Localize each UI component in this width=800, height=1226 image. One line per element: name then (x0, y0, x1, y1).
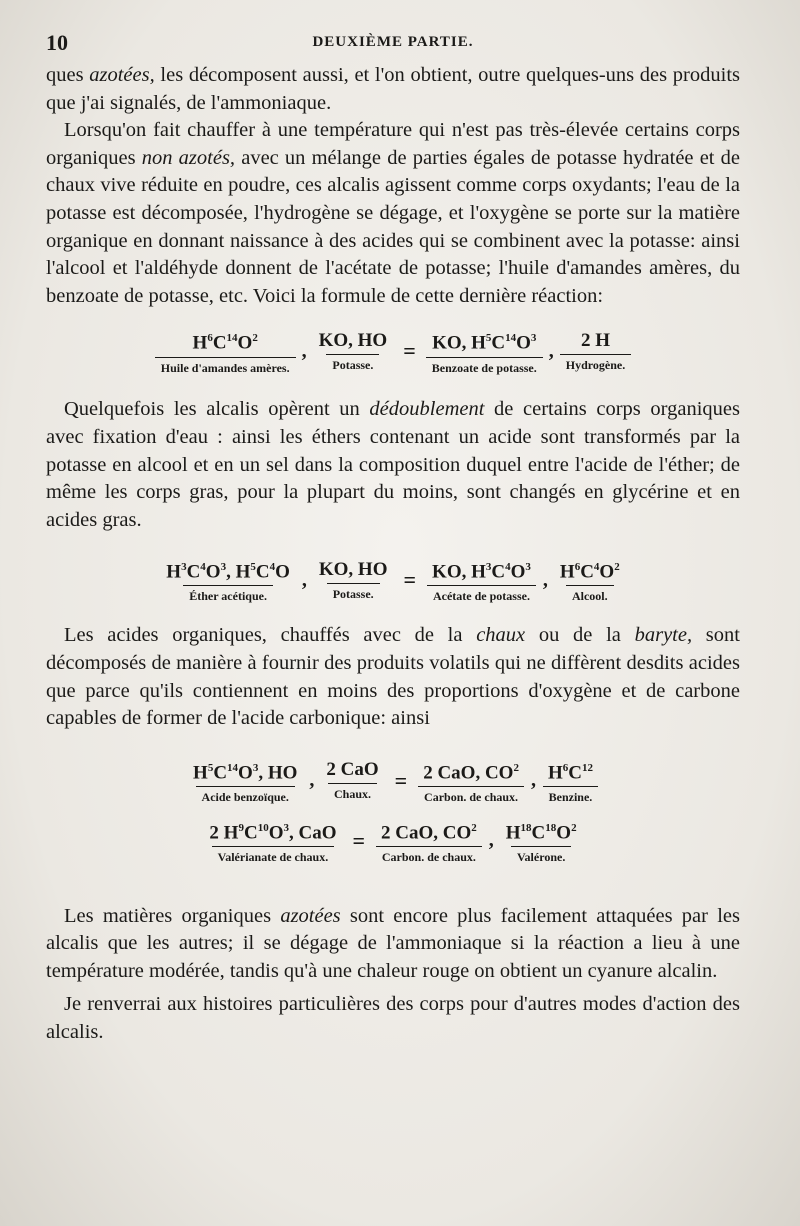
eq1-term-4 (560, 330, 631, 373)
eq4-term-3-formula: $H^{18}C^{18}O^2$ (505, 821, 577, 843)
eq1-term-4-label: Hydrogène. (560, 354, 631, 373)
eq2-term-2-formula: KO, HO (318, 558, 388, 580)
eq4-term-1-formula: 2 $H^9C^{10}O^3$, CaO (209, 821, 337, 843)
eq1-term-4-formula: 2 H (580, 329, 610, 351)
eq1-equals: = (403, 338, 416, 364)
eq4-term-1-label: Valérianate de chaux. (212, 846, 335, 865)
eq2-comma-1: , (301, 568, 307, 591)
eq3-term-2 (320, 759, 384, 802)
equation-4 (46, 805, 740, 869)
paragraph-1: ques azotées, les décomposent aussi, et l'on obtient, outre quelques-uns des produits que j'ai signalés, de l'ammoniaque. (46, 64, 740, 114)
eq2-term-3-formula: KO, $H^3C^4O^3$ (432, 561, 531, 583)
eq2-term-2 (313, 559, 394, 602)
eq3-equals: = (394, 767, 408, 793)
eq3-term-3-label: Carbon. de chaux. (418, 786, 524, 805)
paragraph-5: Les matières organiques azotées sont encore plus facilement attaquées par les alcalis que les autres; il se dégage de l'ammoniaque si la réaction a lieu à une température modérée, tandis qu'à une chaleur rouge on obtient un cyanure alcalin. (46, 904, 740, 982)
equation-2 (46, 534, 740, 612)
eq1-comma-1: , (301, 339, 307, 362)
eq4-term-3-label: Valérone. (511, 846, 571, 865)
eq3-term-3-formula: 2 CaO, $CO^2$ (423, 761, 519, 783)
eq3-comma-1: , (309, 769, 315, 792)
eq4-term-2 (375, 817, 483, 865)
eq2-comma-2: , (542, 568, 548, 591)
paragraph-2: Lorsqu'on fait chauffer à une température qui n'est pas très-élevée certains corps organiques non azotés, avec un mélange de parties égales de potasse hydratée et de chaux vive réduite en poudre, ces alcalis agissent comme corps oxydants; l'eau de la potasse est décomposée, l'hydrogène se dégage, et l'oxygène se porte sur la matière organique en donnant naissance à des acides qui se combinent avec la potasse: ainsi l'alcool et l'aldéhyde donnent de l'acétate de potasse; l'huile d'amandes amères, du benzoate de potasse, etc. Voici la formule de cette dernière réaction: (46, 119, 741, 307)
eq2-term-3 (426, 556, 537, 604)
eq2-term-4 (554, 556, 626, 604)
paragraph-4: Les acides organiques, chauffés avec de la chaux ou de la baryte, sont décomposés de manière à fournir des produits volatils qui ne diffèrent desdits acides que parce qu'ils contiennent en moins des proportions d'oxygène et de carbone capables de former de l'acide carbonique: ainsi (46, 624, 740, 730)
eq3-comma-2: , (530, 769, 536, 792)
eq2-term-4-label: Alcool. (566, 585, 614, 604)
eq4-term-2-formula: 2 CaO, $CO^2$ (381, 821, 477, 843)
page-header (46, 26, 740, 62)
eq3-term-4-label: Benzine. (543, 786, 599, 805)
eq1-term-2-formula: KO, HO (318, 329, 388, 351)
equation-1 (46, 310, 740, 384)
equation-3 (46, 733, 740, 805)
eq3-term-4 (542, 757, 599, 805)
eq2-term-1-formula: $H^3C^4O^3$, $H^5C^4O$ (166, 561, 290, 583)
eq1-term-3-formula: KO, $H^5C^{14}O^3$ (432, 332, 537, 354)
eq4-term-2-label: Carbon. de chaux. (376, 846, 482, 865)
eq1-term-1-label: Huile d'amandes amères. (155, 357, 296, 376)
eq2-term-3-label: Acétate de potasse. (427, 585, 536, 604)
eq3-term-1 (187, 757, 303, 805)
eq3-term-4-formula: $H^6C^{12}$ (547, 761, 593, 783)
eq1-term-1 (155, 327, 296, 375)
eq1-term-2-label: Potasse. (326, 354, 379, 373)
eq2-equals: = (403, 567, 417, 593)
eq1-term-2 (313, 330, 394, 373)
eq3-term-1-formula: $H^5C^{14}O^3$, HO (193, 761, 298, 783)
eq4-term-1 (203, 817, 342, 865)
eq2-term-2-label: Potasse. (327, 583, 380, 602)
eq3-term-2-label: Chaux. (328, 783, 377, 802)
paragraph-3: Quelquefois les alcalis opèrent un dédoublement de certains corps organiques avec fixation d'eau : ainsi les éthers contenant un acide sont transformés par la potasse en alcool et en un sel dans la composition duquel entre l'acide de l'éther; de même les corps gras, pour la plupart du moins, sont changés en glycérine et en acides gras. (46, 398, 740, 531)
eq3-term-1-label: Acide benzoïque. (196, 786, 295, 805)
eq4-comma-1: , (488, 829, 494, 852)
paragraph-6: Je renverrai aux histoires particulières des corps pour d'autres modes d'action des alcalis. (46, 993, 740, 1044)
page-number: 10 (46, 30, 68, 55)
eq2-term-1 (160, 556, 296, 604)
eq4-term-3 (500, 817, 583, 865)
eq2-term-4-formula: $H^6C^4O^2$ (559, 561, 620, 583)
eq1-term-1-formula: $H^6C^{14}O^2$ (192, 332, 258, 354)
eq1-term-3-label: Benzoate de potasse. (426, 357, 543, 376)
eq2-term-1-label: Éther acétique. (183, 585, 273, 604)
eq1-term-3 (426, 327, 543, 375)
running-title: DEUXIÈME PARTIE. (312, 34, 474, 50)
eq4-equals: = (352, 827, 366, 853)
eq1-comma-2: , (548, 339, 554, 362)
eq3-term-3 (417, 757, 525, 805)
eq3-term-2-formula: 2 CaO (326, 759, 379, 781)
